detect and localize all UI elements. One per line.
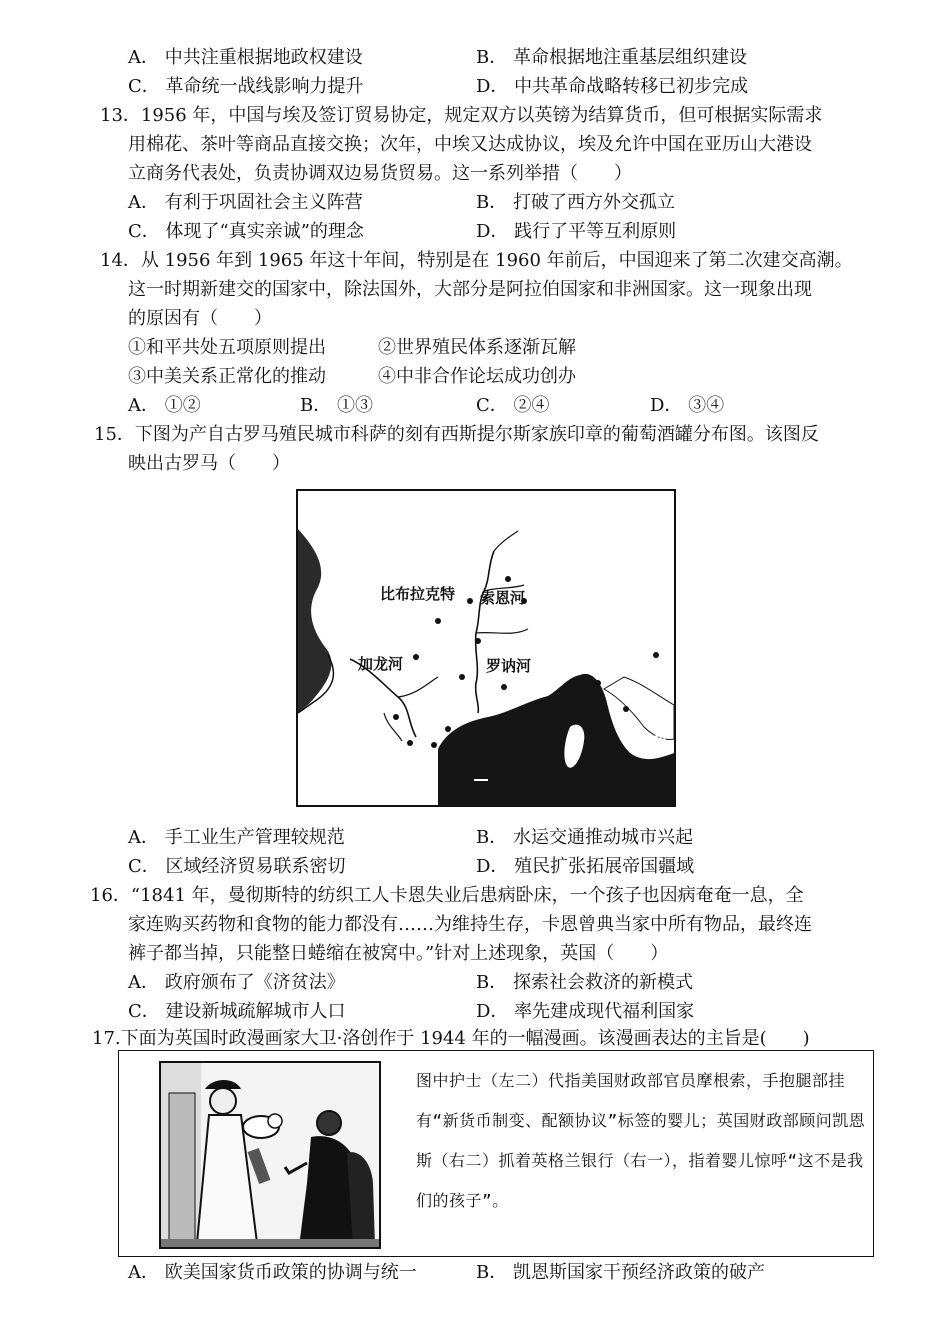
q12-option-b[interactable]: B． 革命根据地注重基层组织建设	[476, 47, 747, 68]
q16-option-a[interactable]: A． 政府颁布了《济贫法》	[128, 972, 345, 993]
q15-option-d[interactable]: D． 殖民扩张拓展帝国疆域	[476, 856, 695, 877]
cartoon-image	[159, 1061, 381, 1249]
q12-option-c[interactable]: C． 革命统一战线影响力提升	[128, 76, 364, 97]
map-label-rhone: 罗讷河	[486, 657, 532, 675]
q15-option-c[interactable]: C． 区域经济贸易联系密切	[128, 856, 346, 877]
q12-option-d[interactable]: D． 中共革命战略转移已初步完成	[476, 76, 749, 97]
nurse-figure	[210, 1088, 236, 1114]
q14-item-2: ②世界殖民体系逐渐瓦解	[378, 337, 576, 358]
q16-option-c[interactable]: C． 建设新城疏解城市人口	[128, 1001, 346, 1022]
q14-option-c[interactable]: C． ②④	[476, 395, 550, 416]
q14-item-1: ①和平共处五项原则提出	[128, 337, 326, 358]
cartoon-drawing	[161, 1063, 379, 1247]
q14-item-4: ④中非合作论坛成功创办	[378, 366, 576, 387]
q14-option-b[interactable]: B． ①③	[300, 395, 373, 416]
q16-stem-line: 家连购买药物和食物的能力都没有……为维持生存，卡恩曾典当家中所有物品，最终连	[128, 914, 812, 935]
q13-stem-line: 用棉花、茶叶等商品直接交换；次年，中埃又达成协议，埃及允许中国在亚历山大港设	[128, 134, 812, 155]
q14-option-d[interactable]: D． ③④	[650, 395, 725, 416]
q14-item-3: ③中美关系正常化的推动	[128, 366, 326, 387]
q17-cartoon-panel	[118, 1050, 874, 1257]
q16-option-b[interactable]: B． 探索社会救济的新模式	[476, 972, 693, 993]
q16-option-d[interactable]: D． 率先建成现代福利国家	[476, 1001, 695, 1022]
q13-option-c[interactable]: C． 体现了“真实亲诚”的理念	[128, 221, 364, 242]
q13-stem-line: 立商务代表处，负责协调双边易货贸易。这一系列举措（ ）	[128, 163, 632, 184]
keynes-figure	[317, 1111, 341, 1135]
q16-stem-line: 16．“1841 年，曼彻斯特的纺织工人卡恩失业后患病卧床，一个孩子也因病奄奄一息，全	[90, 885, 804, 906]
q14-stem-line: 的原因有（ ）	[128, 308, 272, 329]
q15-option-b[interactable]: B． 水运交通推动城市兴起	[476, 827, 693, 848]
map-drawing	[298, 491, 674, 805]
scale-bar	[474, 779, 488, 781]
q13-option-b[interactable]: B． 打破了西方外交孤立	[476, 192, 675, 213]
q17-option-b[interactable]: B． 凯恩斯国家干预经济政策的破产	[476, 1262, 765, 1283]
q13-option-d[interactable]: D． 践行了平等互利原则	[476, 221, 677, 242]
map-label-garonne: 加龙河	[358, 655, 404, 673]
q14-stem-line: 14．从 1956 年到 1965 年这十年间，特别是在 1960 年前后，中国迎来了第二次建交高潮。	[100, 250, 853, 271]
rhone-tributary	[476, 629, 528, 633]
saone-source	[494, 531, 518, 551]
garonne-tributary	[384, 713, 402, 741]
q15-stem-line: 映出古罗马（ ）	[128, 453, 290, 474]
q12-option-a[interactable]: A． 中共注重根据地政权建设	[128, 47, 363, 68]
q13-stem-line: 13．1956 年，中国与埃及签订贸易协定，规定双方以英镑为结算货币，但可根据实际需求	[100, 105, 823, 126]
map-label-bibracte: 比布拉克特	[380, 585, 456, 603]
wine-jar-distribution-map	[296, 489, 676, 807]
q16-stem-line: 裤子都当掉，只能整日蜷缩在被窝中。”针对上述现象，英国（ ）	[128, 943, 669, 964]
rhone-saone-river	[476, 551, 494, 713]
q15-option-a[interactable]: A． 手工业生产管理较规范	[128, 827, 345, 848]
q17-stem-line: 17.下面为英国时政漫画家大卫·洛创作于 1944 年的一幅漫画。该漫画表达的主旨是( )	[92, 1028, 810, 1049]
q17-option-a[interactable]: A． 欧美国家货币政策的协调与统一	[128, 1262, 417, 1283]
map-label-saone: 索恩河	[480, 589, 526, 607]
q15-stem-line: 15．下图为产自古罗马殖民城市科萨的刻有西斯提尔斯家族印章的葡萄酒罐分布图。该图反	[94, 424, 819, 445]
q13-option-a[interactable]: A． 有利于巩固社会主义阵营	[128, 192, 363, 213]
q14-option-a[interactable]: A． ①②	[128, 395, 201, 416]
map-label-cosa: 科萨	[636, 733, 667, 751]
atlantic-coast	[298, 529, 331, 713]
garonne-tributary	[398, 677, 438, 697]
q14-stem-line: 这一时期新建交的国家中，除法国外，大部分是阿拉伯国家和非洲国家。这一现象出现	[128, 279, 812, 300]
cartoon-caption: 图中护士（左二）代指美国财政部官员摩根索，手抱腿部挂有“新货币制变、配额协议”标签的婴儿；英国财政部顾问凯恩斯（右二）抓着英格兰银行（右一），指着婴儿惊呼“这不是我们的孩子”。	[416, 1071, 866, 1210]
